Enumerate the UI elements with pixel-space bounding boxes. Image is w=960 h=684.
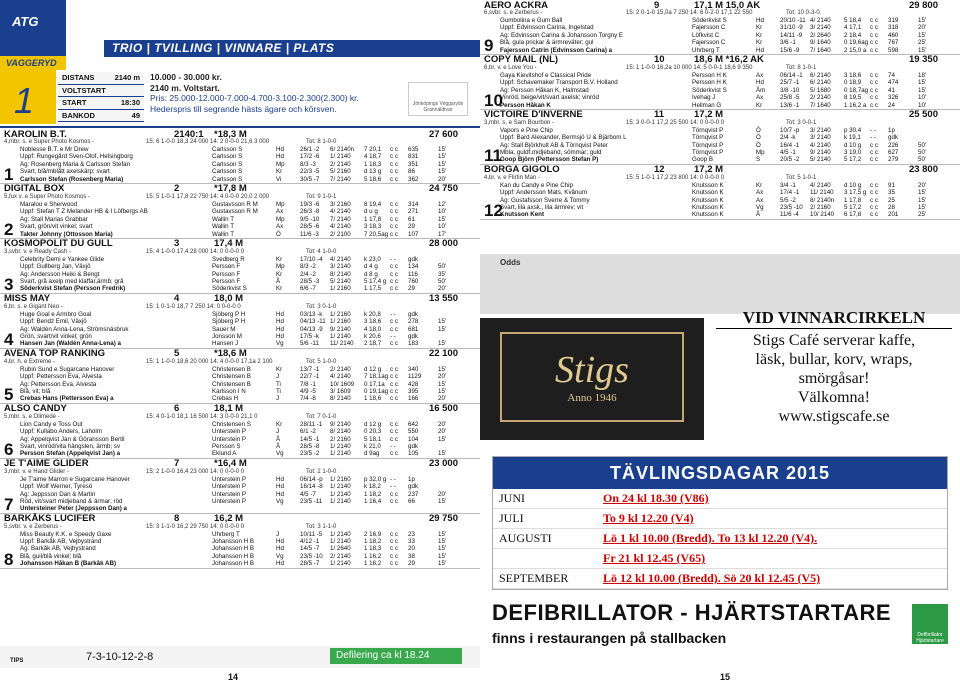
horse-earnings: 22 100 xyxy=(428,348,458,360)
race-line: Celebrity Demi e Yankee Glide Svedberg R Kr 17/10 -4 4/ 2140 k 23,0 - - gdk xyxy=(20,255,418,263)
horse-record: 17,1 M 15,0 AK xyxy=(694,0,761,11)
horse-total: Tot: 8 1-0-1 xyxy=(786,64,817,71)
horse-earnings: 29 750 xyxy=(428,513,458,525)
race-day-row xyxy=(493,529,947,549)
race-line: Uppf: Wolf Werner, Tyresö Unterstein P Hd 16/14 -8 1/ 2140 k 18,2 - - gdk xyxy=(20,483,418,491)
horse-number: 8 xyxy=(174,513,180,525)
horse-number: 3 xyxy=(174,238,180,250)
race-line: Äg: Persson Håkan K, Halmstad Söderkvist S Åm 3/8 -10 5/ 1680 0 18,7ag c c 41 15' xyxy=(500,86,927,94)
race-line: Uppf: Schavemaker Transport B.V. Holland Persson H K Hd 25/7 -1 6/ 2140 0 18,9 c c 474 15' xyxy=(500,79,927,87)
horse-record: *17,8 M xyxy=(214,183,247,195)
start-number: 2 xyxy=(4,219,14,239)
race-line: Je T'aime Marron e Sugarcane Hanover Unterstein P Hd 06/14 -p 1/ 2160 p 32,0 g - - 1p xyxy=(20,475,415,483)
horse-number: 5 xyxy=(174,348,180,360)
race-header xyxy=(0,0,480,128)
horse-entry xyxy=(480,0,960,55)
race-line: Lion Candy e Toss Out Christensen S Kr 28/11 -1 9/ 2140 d 12 g c c 642 20' xyxy=(20,420,447,428)
start-number: 4 xyxy=(4,329,14,349)
race-line: Maralou e Sherwood Gustavsson R M Mp 19/3 -6 3/ 2160 8 19,4 c c 314 12' xyxy=(20,200,447,208)
race-line: Svart, vinröd/vita hängslen, ärmb; sv Persson S Å 28/5 -8 1/ 2140 k 21,0 - - gdk xyxy=(20,442,418,450)
race-line: Äg: Gustafsson Sverre & Tommy Knutsson K Ax 5/5 -2 8/ 2140n 1 17,8 c c 25 15' xyxy=(500,196,927,204)
race-line: Fajersson Catrin (Edvinsson Carina) a Uhrberg T Hd 15/6 -9 7/ 1640 2 15,0 a c c 598 15' xyxy=(500,46,927,54)
horse-earnings: 25 500 xyxy=(908,109,938,121)
horse-entry xyxy=(0,349,480,404)
race-line: Gaya Kievitshof e Classical Pride Persson H K Ax 06/14 -1 6/ 2140 3 18,6 c c 74 18' xyxy=(500,71,927,79)
horse-pedigree: 3,mbr. s. e Sam Bourbon - xyxy=(484,119,555,126)
prize-info: 10.000 - 30.000 kr. 2140 m. Voltstart. Pris: 25.000-12.000-7.000-4.700-3.100-2.300(2.300) kr. Hederspris till segrande hästs ägare och körsven. xyxy=(150,72,359,114)
horse-record: *18,3 M xyxy=(214,128,247,140)
race-day-row xyxy=(493,549,947,569)
horse-stats: 15: 3 1-1-0 16,2 29 750 14: 0 0-0-0 0 xyxy=(146,523,245,530)
race-line: Vapors e Pine Chip Törnqvist P Ö 10/7 -p 3/ 2140 p 30,4 - - 1p xyxy=(500,126,895,134)
horse-pedigree: 5,fux v. e Super Photo Kosmos - xyxy=(4,193,90,200)
horse-name: DIGITAL BOX xyxy=(4,183,65,195)
race-line: Äg: Jeppsson Dan & Martin Unterstein P Hd 4/5 -7 1/ 2140 1 18,2 c c 237 20' xyxy=(20,490,447,498)
horse-total: Tot: 9 1-0-1 xyxy=(306,193,337,200)
race-line: Knutsson Kent Knutsson K Å 11/6 -4 10/ 2140 6 17,8 c c 201 25' xyxy=(500,211,927,219)
horse-list-right xyxy=(480,0,960,220)
horse-name: COPY MAIL (NL) xyxy=(484,54,559,66)
horse-entry xyxy=(0,184,480,239)
horse-stats: 15: 6 1-0-0 18,3 24 000 14: 2 0-0-0 21,6 3 000 xyxy=(146,139,270,145)
race-day-dates: Fr 21 kl 12.45 (V65) xyxy=(603,551,706,565)
start-number: 5 xyxy=(4,384,14,404)
start-number: 1 xyxy=(4,165,14,184)
horse-stats: 15: 3 0-0-1 17,2 25 500 14: 0 0-0-0 0 xyxy=(626,119,725,126)
horse-entry xyxy=(0,404,480,459)
horse-record: 17,2 M xyxy=(694,164,724,176)
odds-graphic: Odds xyxy=(480,254,960,314)
horse-record: 18,6 M *16,2 AK xyxy=(694,54,764,66)
defibrillator-icon: Defibrillator Hjärtstartare xyxy=(912,604,948,644)
horse-earnings: 28 000 xyxy=(428,238,458,250)
race-line: Persson Stefan (Appelqvist Jan) a Eklund A Vg 23/5 -2 1/ 2140 d 9ag c c 105 15' xyxy=(20,450,447,458)
horse-entry xyxy=(0,514,480,569)
race-day-dates: Lö 12 kl 10.00 (Bredd). Sö 20 kl 12.45 (V5) xyxy=(603,571,821,585)
start-number: 3 xyxy=(4,274,14,294)
horse-stats: 15: 5 1-0-1 17,2 23 800 14: 0 0-0-0 0 xyxy=(626,174,725,181)
horse-earnings: 23 800 xyxy=(908,164,938,176)
horse-total: Tot: 3 0-1-0 xyxy=(306,303,337,310)
horse-number: 6 xyxy=(174,403,180,415)
horse-number: 4 xyxy=(174,293,180,305)
horse-pedigree: 6,br. v. e Love You - xyxy=(484,64,537,71)
race-line: Äg: Andersson Heiki & Bengt Persson F Kr 2/4 -2 8/ 2140 d 8 g c c 116 35' xyxy=(20,270,447,278)
horse-record: *18,6 M xyxy=(214,348,247,360)
horse-record: 17,4 M xyxy=(214,238,244,250)
race-line: Untersteiner Peter (Jeppsson Dan) a xyxy=(20,505,127,513)
race-line: Uppf: Gullberg Jan, Växjö Persson F Mp 8/3 -2 3/ 2140 d 4 g c c 134 50' xyxy=(20,263,447,271)
horse-name: BARKÅKS LUCIFER xyxy=(4,513,96,525)
race-line: Rubin Sund e Sugarcane Hanover Christensen B Kr 13/7 -1 2/ 2140 d 12 g c c 340 15' xyxy=(20,365,447,373)
horse-record: *16,4 M xyxy=(214,458,247,470)
horse-number: 10 xyxy=(654,54,665,66)
race-line: Uppf: Stefan T Z Melander HB & I Löfbergs AB Gustavsson R M Ax 26/3 -8 4/ 2140 d u g c c 271 10' xyxy=(20,208,447,216)
race-day-month: AUGUSTI xyxy=(499,531,552,545)
horse-stats: 15: 1 1-0-0 18,6 20 000 14: 4 0-0-0 17,1a 2 100 xyxy=(146,358,273,365)
race-line: Uppf: Kullabo Anders, Laholm Unterstein P J 6/1 -2 8/ 2140 0 20,3 c c 550 20' xyxy=(20,428,447,436)
race-day-row xyxy=(493,509,947,529)
horse-stats: 15: 4 1-0-0 17,4 28 000 14: 0 0-0-0 0 xyxy=(146,248,245,255)
page-number: 14 xyxy=(228,672,239,682)
race-line: Gumbolina e Gum Ball Söderkvist S Hd 20/10 -11 4/ 2140 5 18,4 c c 319 15' xyxy=(500,17,927,24)
horse-pedigree: 4,br. v. e Flirtin Man - xyxy=(484,174,540,181)
race-line: Äg: Edvinsson Carina & Johansson Torgny E Löfkvist C Kr 14/11 -9 2/ 2640 2 18,4 c c 460 15' xyxy=(500,31,927,39)
race-line: Svart, grå axelp med klaffar,ärmb; grå Persson F Å 28/5 -3 5/ 2140 5 17,4 g c c 760 50' xyxy=(20,278,447,286)
race-line: Svart, blå/mblått axelskärp; svart Carlsson S Kr 22/3 -5 5/ 2160 d 13 g c c 86 15' xyxy=(20,168,447,176)
race-line: Blå, gula prickar & ärmreväter; gul Fajersson C Kr 3/6 -1 9/ 1640 0 19,6ag c c 767 25' xyxy=(500,39,927,47)
horse-entry xyxy=(480,110,960,165)
horse-stats: 15: 4 0-1-0 18,1 16 500 14: 3 0-0-0 21,1 0 xyxy=(146,413,258,420)
horse-entry xyxy=(0,239,480,294)
horse-earnings: 19 350 xyxy=(908,54,938,66)
horse-pedigree: 6,svbr. s. e Zerberus - xyxy=(484,10,543,16)
race-line: Grön, svart/vit vinkel; grön Jonsson M Hd 17/5 -k 1/ 2140 k 20,6 - - gdk xyxy=(20,333,418,341)
horse-name: MISS MAY xyxy=(4,293,51,305)
race-line: Svart, grön/vit vinkel; svart Wallin T Ax 28/5 -6 4/ 2140 3 18,3 c c 29 10' xyxy=(20,223,447,231)
start-number: 7 xyxy=(4,494,14,514)
race-line: Uppf: Pettersson Eva, Alvesta Christensen B J 22/7 -1 4/ 2140 7 18,1ag c c 1129 20' xyxy=(20,373,447,381)
horse-name: ALSO CANDY xyxy=(4,403,67,415)
start-number: 11 xyxy=(484,145,502,165)
race-line: Äg: Pettersson Eva, Alvesta Christensen B Ti 7/8 -1 10/ 1609 0 17,1a c c 428 15' xyxy=(20,380,447,388)
horse-earnings: 13 550 xyxy=(428,293,458,305)
defilering-badge: Defilering ca kl 18.24 xyxy=(330,648,462,664)
horse-pedigree: 3,svbr. v. e Ready Cash - xyxy=(4,248,71,255)
right-page xyxy=(480,0,960,684)
horse-entry xyxy=(0,294,480,349)
race-line: Uppf: Edvinsson Carina, Ingelstad Fajersson C Kr 31/10 -9 3/ 2140 4 17,1 c c 318 20' xyxy=(500,24,927,32)
race-line: Takter Johnny (Ottosson Maria) Wallin T Ö 11/6 -3 2/ 2100 7 20,5ag c c 107 17' xyxy=(20,230,447,238)
race-line: Uppf: Bard Alexander, Bermsjö U & Bjärbom L Törnqvist P Ö 2/4 -k 3/ 2140 k 19,1 - - gdk xyxy=(500,134,898,142)
horse-stats: 15: 1 1-0-0 16,2a 10 000 14: 5 0-0-1 18,6 9 350 xyxy=(626,64,753,71)
race-number: 1 xyxy=(0,70,56,124)
race-line: Blå, guil/blå vinkel; blå Johansson H B Vg 23/5 -10 2/ 2140 1 16,2 c c 38 15' xyxy=(20,552,447,560)
race-line: Äg: Stall Marias Grabbar Wallin T Mp 9/5 -10 7/ 2140 1 17,8 c c 61 15' xyxy=(20,215,447,223)
race-line: Uppf: Bendz Emil, Växjö Sjöberg P H Hd 04/13 -11 1/ 2160 3 18,6 c c 278 15' xyxy=(20,318,447,326)
race-info: DISTANS 2140 m VOLTSTART START 18:30 BANKOD 49 xyxy=(58,72,144,122)
horse-stats: 15: 1 0-1-0 18,7 7 250 14: 0 0-0-0 0 xyxy=(146,303,241,310)
race-line: Noblesse B.T. e Mr Drew Carlsson S Hd 26/1 -2 6/ 2140n 7 20,1 c c 635 15' xyxy=(20,146,447,153)
race-line: Uppf: Barkåk AB, Vejbystrand Johansson H B Hd 4/12 -1 1/ 2140 1 18,2 c c 33 15' xyxy=(20,538,447,546)
start-number: 12 xyxy=(484,200,503,220)
race-line: Äg: Waldén Anna-Lena, Strömsnäsbruk Sauer M Hd 04/13 -9 9/ 2140 4 18,0 c c 681 15' xyxy=(20,325,447,333)
horse-earnings: 24 750 xyxy=(428,183,458,195)
horse-pedigree: 4,mbr. s. e Super Photo Kosmos - xyxy=(4,139,95,145)
track-name: VAGGERYD xyxy=(0,56,66,70)
race-line: Mbla, guldf.midjeband, sömmar; guld Törnqvist P Mp 4/5 -1 9/ 2140 3 19,0 c c 627 50' xyxy=(500,149,927,157)
race-day-dates: Lö 1 kl 10.00 (Bredd). To 13 kl 12.20 (V4). xyxy=(603,531,818,545)
race-line: Äg: Appelqvist Jan & Göransson Bertil Unterstein P Å 14/5 -1 2/ 2160 5 18,1 c c 104 15' xyxy=(20,435,447,443)
horse-stats: 15: 2 1-0-0 16,4 23 000 14: 0 0-0-0 0 xyxy=(146,468,245,475)
race-day-month: JULI xyxy=(499,511,524,525)
horse-earnings: 16 500 xyxy=(428,403,458,415)
horse-name: VICTOIRE D'INVERNE xyxy=(484,109,583,121)
horse-total: Tot: 3 0-0-1 xyxy=(786,119,817,126)
horse-total: Tot: 5 1-0-1 xyxy=(786,174,817,181)
horse-number: 12 xyxy=(654,164,665,176)
tips-value: 7-3-10-12-2-8 xyxy=(86,651,154,663)
race-day-row xyxy=(493,569,947,589)
horse-entry xyxy=(0,129,480,184)
horse-total: Tot: 4 1-0-0 xyxy=(306,248,337,255)
horse-number: 11 xyxy=(654,109,665,121)
stigs-ad: Stigs Anno 1946 xyxy=(480,318,704,440)
horse-record: 18,1 M xyxy=(214,403,244,415)
sponsor-logo: Jönköpings Veggaryds Grannäldtvar xyxy=(408,82,468,116)
race-line: Huge Goal e Armbro Goal Sjöberg P H Hd 03/13 -k 1/ 2160 k 20,8 - - gdk xyxy=(20,310,418,318)
horse-earnings: 23 000 xyxy=(428,458,458,470)
bet-types-bar: TRIO | TVILLING | VINNARE | PLATS xyxy=(104,40,480,57)
horse-number: 2 xyxy=(174,183,180,195)
race-days-box: TÄVLINGSDAGAR 2015 JUNI On 24 kl 18.30 (V86) JULI To 9 kl 12.20 (V4) AUGUSTI Lö 1 kl 10.00 (Bredd). To 13 kl 12.20 (V4). Fr 21 kl 12.45 (V65) SEPTEMBER Lö 12 kl 10.00 (Bredd). Sö 20 kl 12.45 (V5) xyxy=(492,456,948,590)
race-day-month: SEPTEMBER xyxy=(499,571,569,585)
horse-stats: 15: 5 1-0-1 17,8 22 750 14: 4 0-0-0 20,0 2 000 xyxy=(146,193,270,200)
race-line: Carlsson Stefan (Rosenberg Maria) Carlsson S Vi 30/5 -7 7/ 2140 5 18,6 c c 362 20' xyxy=(20,175,447,183)
race-day-row xyxy=(493,489,947,509)
start-number: 8 xyxy=(4,549,14,569)
race-line: Johansson Håkan B (Barkåk AB) Johansson H B Hd 28/5 -7 1/ 2140 1 16,2 c c 29 15' xyxy=(20,560,447,568)
horse-entry xyxy=(480,55,960,110)
race-line: Blå, vit; blå Karlsson I N Ti 4/9 -5 3/ 1609 0 19,1ag c c 395 15' xyxy=(20,387,447,395)
horse-entry xyxy=(480,165,960,220)
horse-number: 9 xyxy=(654,0,660,11)
horse-number: 7 xyxy=(174,458,180,470)
page-number-right: 15 xyxy=(720,672,731,682)
horse-list-left xyxy=(0,129,480,569)
horse-number: 2140:1 xyxy=(174,128,204,140)
race-line: Uppf: Rungegård Sven-Olof, Helsingborg Carlsson S Hd 17/2 -6 1/ 2140 4 18,7 c c 831 15' xyxy=(20,153,447,161)
race-day-dates: To 9 kl 12.20 (V4) xyxy=(603,511,694,525)
horse-name: AVENA TOP RANKING xyxy=(4,348,105,360)
horse-record: 17,2 M xyxy=(694,109,724,121)
tips-bar: TIPS 7-3-10-12-2-8 xyxy=(0,646,480,668)
race-line: Svart, lila axsk., lila ärmrev; vit Knutsson K Vg 23/5 -10 2/ 2160 5 17,2 c c 28 15' xyxy=(500,204,927,212)
horse-total: Tot: 7 0-1-0 xyxy=(306,413,337,420)
horse-total: Tot: 3 1-1-0 xyxy=(306,523,337,530)
horse-pedigree: 6,br. s. e Gigant Neo - xyxy=(4,303,63,310)
horse-name: JE T'AIME GLIDER xyxy=(4,458,89,470)
race-day-dates: On 24 kl 18.30 (V86) xyxy=(603,491,709,505)
horse-pedigree: 5,mbr. s. e Olimede - xyxy=(4,413,60,420)
defibrillator-notice: DEFIBRILLATOR - HJÄRTSTARTARE finns i restaurangen på stallbacken Defibrillator Hjärtstartare xyxy=(492,600,948,684)
horse-record: 18,0 M xyxy=(214,293,244,305)
race-line: Goop Björn (Pettersson Stefan P) Goop B S 20/5 -2 5/ 2140 5 17,2 c c 279 50' xyxy=(500,156,927,164)
horse-record: 16,2 M xyxy=(214,513,244,525)
start-number: 10 xyxy=(484,90,503,110)
race-line: Miss Beauty K.K. e Speedy Gaxe Uhrberg T J 10/11 -5 1/ 2140 2 16,9 c c 23 15' xyxy=(20,530,447,538)
race-line: Crebas Hans (Pettersson Eva) a Crebas H J 7/4 -8 8/ 2140 1 18,6 c c 166 20' xyxy=(20,395,447,403)
horse-entry xyxy=(0,459,480,514)
race-line: Äg: Stall Björkhult AB & Törnqvist Peter Törnqvist P Ö 16/4 -1 4/ 2140 d 10 g c c 226 50' xyxy=(500,141,927,149)
horse-earnings: 29 800 xyxy=(908,0,938,11)
race-line: Äg: Rosenberg Maria & Carlsson Stefan Carlsson S Mp 8/3 -3 2/ 2140 1 18,3 c c 351 15' xyxy=(20,160,447,168)
horse-pedigree: 5,svbr. v. e Zerberus - xyxy=(4,523,62,530)
race-day-month: JUNI xyxy=(499,491,525,505)
horse-name: KOSMOPOLIT DU GULL xyxy=(4,238,113,250)
start-number: 6 xyxy=(4,439,14,459)
horse-pedigree: 3,mbr. v. e Hand Glider - xyxy=(4,468,69,475)
start-number: 9 xyxy=(484,36,494,55)
race-line: Kan du Candy e Pine Chip Knutsson K Kr 3/4 -1 4/ 2140 d 10 g c c 91 20' xyxy=(500,181,927,189)
horse-total: Tot: 5 1-0-0 xyxy=(306,358,337,365)
horse-total: Tot: 2 1-0-0 xyxy=(306,468,337,475)
vinnarcirkeln-text: VID VINNARCIRKELN Stigs Café serverar kaffe, läsk, bullar, korv, wraps, smörgåsar! Välkomna! www.stigscafe.se xyxy=(716,308,952,426)
horse-total: Tot: 8 1-0-0 xyxy=(306,139,337,145)
race-line: Röd, vit/svart midjeband & ärmar; röd Unterstein P Vg 23/5 -11 1/ 2140 1 16,4 c c 66 15' xyxy=(20,497,447,505)
horse-name: KAROLIN B.T. xyxy=(4,128,67,140)
race-line: Äg: Barkåk AB, Vejbystrand Johansson H B Hd 14/5 -7 1/ 2640 1 18,3 c c 20 15' xyxy=(20,545,447,553)
horse-name: AERO ACKRA xyxy=(484,0,549,11)
race-line: Söderkvist Stefan (Persson Fredrik) Söderkvist S Kr 6/6 -7 1/ 2160 1 17,5 c c 29 20' xyxy=(20,285,447,293)
race-line: Vinröd, beige/vit/svart axelsk; vinröd Ivehag J Ax 25/8 -5 2/ 2140 8 19,5 c c 326 10' xyxy=(500,94,927,102)
horse-total: Tot: 10 0-3-0 xyxy=(786,10,820,16)
horse-pedigree: 4,br. h. e Extreme - xyxy=(4,358,56,365)
race-line: Persson Håkan K Hellman G Kr 13/6 -1 7/ 1640 1 16,2 a c c 24 10' xyxy=(500,101,927,109)
atg-logo: ATG xyxy=(0,0,66,56)
horse-stats: 15: 2 0-1-0 15,0a 7 250 14: 6 0-2-0 17,1 22 550 xyxy=(626,10,753,16)
horse-name: BORGA GIGOLO xyxy=(484,164,560,176)
horse-earnings: 27 600 xyxy=(428,128,458,140)
race-line: Uppf: Andersson Mats, Kvånum Knutsson K Ax 17/4 -1 11/ 2140 3 17,5 g c c 35 15' xyxy=(500,189,927,197)
race-line: Hansen Jan (Waldén Anna-Lena) a Hansen J Vg 5/6 -11 11/ 2140 2 18,7 c c 183 15' xyxy=(20,340,447,348)
